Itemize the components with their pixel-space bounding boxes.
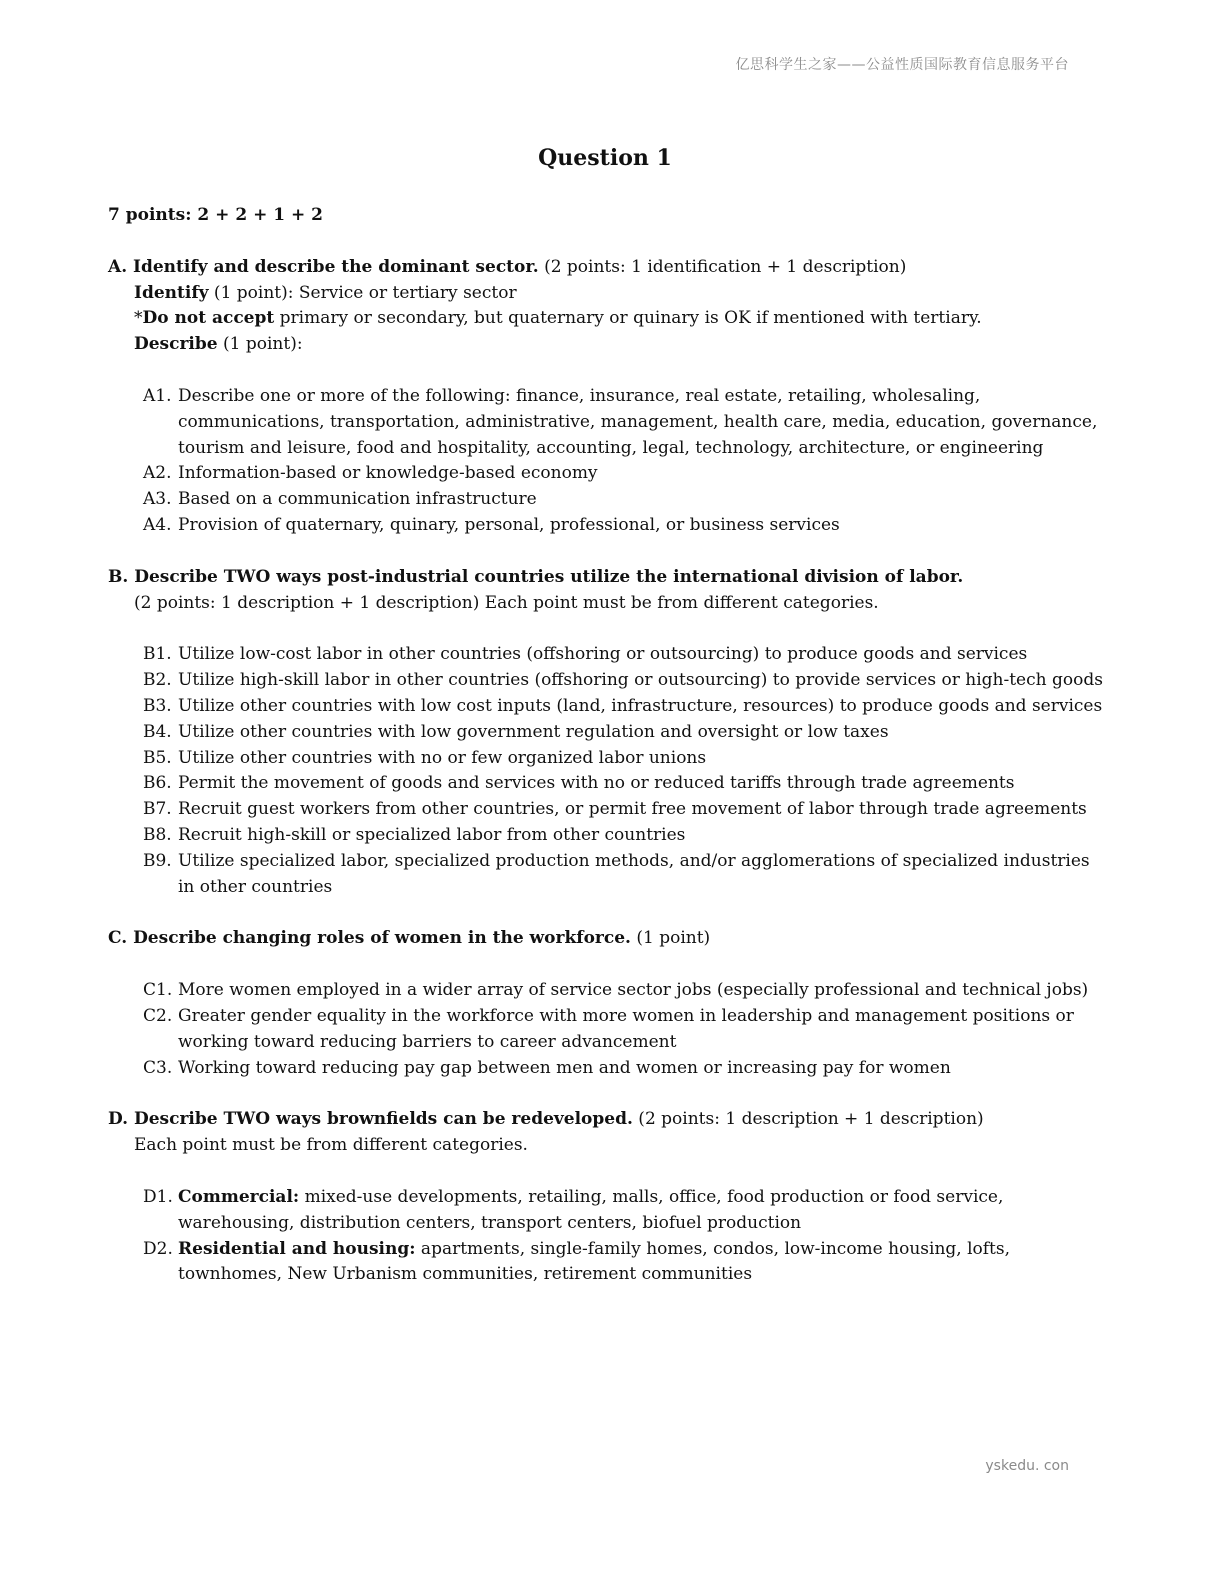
footer-watermark: yskedu. con bbox=[985, 1458, 1069, 1474]
list-item bbox=[108, 720, 1108, 746]
section-d-note: (2 points: 1 description + 1 description) bbox=[632, 1109, 984, 1130]
do-not-accept-label: Do not accept bbox=[142, 308, 275, 329]
identify-label: Identify bbox=[134, 282, 209, 303]
describe-text: (1 point): bbox=[217, 334, 303, 355]
list-item bbox=[108, 513, 1108, 539]
section-c-heading bbox=[108, 926, 1108, 952]
section-c-note: (1 point) bbox=[630, 928, 711, 949]
item-text: mixed-use developments, retailing, malls, office, food production or food service, warehousing, distribution centers, transport centers, biofuel production bbox=[178, 1186, 1004, 1233]
describe-label: Describe bbox=[134, 334, 218, 355]
item-marker: B3. bbox=[143, 695, 172, 716]
item-marker: C2. bbox=[143, 1005, 173, 1026]
list-item bbox=[108, 823, 1108, 849]
item-text: Recruit high-skill or specialized labor from other countries bbox=[178, 824, 686, 845]
list-item bbox=[108, 642, 1108, 668]
section-c bbox=[108, 926, 1108, 1081]
list-item bbox=[108, 1004, 1108, 1056]
describe-line bbox=[134, 332, 1108, 358]
section-b-list bbox=[108, 642, 1108, 900]
list-item bbox=[108, 384, 1108, 461]
list-item bbox=[108, 668, 1108, 694]
identify-text: (1 point): Service or tertiary sector bbox=[208, 282, 517, 303]
section-d-list bbox=[108, 1185, 1108, 1288]
page-title: Question 1 bbox=[538, 145, 672, 171]
item-text: Information-based or knowledge-based economy bbox=[178, 463, 598, 484]
item-marker: B5. bbox=[143, 747, 172, 768]
section-b-heading bbox=[108, 565, 1108, 591]
list-item bbox=[108, 746, 1108, 772]
section-b-subline: (2 points: 1 description + 1 description) Each point must be from different categories. bbox=[134, 592, 879, 613]
points-summary: 7 points: 2 + 2 + 1 + 2 bbox=[108, 205, 323, 225]
list-item bbox=[108, 694, 1108, 720]
item-marker: A3. bbox=[143, 489, 172, 510]
section-a-note: (2 points: 1 identification + 1 description) bbox=[538, 256, 907, 277]
section-a bbox=[108, 255, 1108, 539]
item-text: Greater gender equality in the workforce with more women in leadership and management positions or working toward reducing barriers to career advancement bbox=[178, 1005, 1074, 1052]
item-text: Utilize other countries with no or few organized labor unions bbox=[178, 747, 707, 768]
item-marker: B2. bbox=[143, 670, 172, 691]
item-marker: C3. bbox=[143, 1057, 173, 1078]
item-marker: A4. bbox=[143, 514, 172, 535]
item-text: More women employed in a wider array of service sector jobs (especially professional and technical jobs) bbox=[178, 980, 1089, 1001]
section-d bbox=[108, 1107, 1108, 1288]
item-marker: D1. bbox=[143, 1186, 173, 1207]
list-item bbox=[108, 797, 1108, 823]
item-marker: B1. bbox=[143, 644, 172, 665]
item-text: Provision of quaternary, quinary, personal, professional, or business services bbox=[178, 514, 840, 535]
section-b-title: B. Describe TWO ways post-industrial countries utilize the international division of labor. bbox=[108, 566, 964, 587]
section-d-heading bbox=[108, 1107, 1108, 1133]
header-watermark: 亿思科学生之家——公益性质国际教育信息服务平台 bbox=[735, 57, 1069, 73]
item-text: Recruit guest workers from other countries, or permit free movement of labor through trade agreements bbox=[178, 799, 1087, 820]
item-text: Permit the movement of goods and services with no or reduced tariffs through trade agreements bbox=[178, 773, 1015, 794]
item-text: Utilize high-skill labor in other countries (offshoring or outsourcing) to provide services or high-tech goods bbox=[178, 670, 1103, 691]
list-item bbox=[108, 849, 1108, 901]
item-marker: D2. bbox=[143, 1238, 173, 1259]
asterisk: * bbox=[134, 308, 143, 329]
list-item bbox=[108, 461, 1108, 487]
item-text: Utilize low-cost labor in other countries (offshoring or outsourcing) to produce goods and services bbox=[178, 644, 1028, 665]
item-marker: A2. bbox=[143, 463, 172, 484]
do-not-accept-line bbox=[134, 306, 1108, 332]
scoring-content bbox=[108, 203, 1108, 1314]
section-b bbox=[108, 565, 1108, 901]
item-marker: B6. bbox=[143, 773, 172, 794]
section-d-subline: Each point must be from different categories. bbox=[134, 1135, 528, 1156]
list-item bbox=[108, 771, 1108, 797]
item-label: Residential and housing: bbox=[178, 1238, 416, 1259]
item-text: Working toward reducing pay gap between men and women or increasing pay for women bbox=[178, 1057, 951, 1078]
item-text: Utilize specialized labor, specialized production methods, and/or agglomerations of specialized industries in other countries bbox=[178, 850, 1090, 897]
section-d-title: D. Describe TWO ways brownfields can be redeveloped. bbox=[108, 1109, 633, 1130]
item-marker: B8. bbox=[143, 824, 172, 845]
item-marker: B9. bbox=[143, 850, 172, 871]
section-a-list bbox=[108, 384, 1108, 539]
item-label: Commercial: bbox=[178, 1186, 300, 1207]
section-a-title: A. Identify and describe the dominant sector. bbox=[108, 256, 539, 277]
item-text: Utilize other countries with low government regulation and oversight or low taxes bbox=[178, 721, 889, 742]
do-not-accept-text: primary or secondary, but quaternary or quinary is OK if mentioned with tertiary. bbox=[274, 308, 982, 329]
list-item bbox=[108, 1056, 1108, 1082]
item-text: apartments, single-family homes, condos, low-income housing, lofts, townhomes, New Urbanism communities, retirement communities bbox=[178, 1238, 1010, 1285]
item-text: Utilize other countries with low cost inputs (land, infrastructure, resources) to produce goods and services bbox=[178, 695, 1103, 716]
section-c-title: C. Describe changing roles of women in the workforce. bbox=[108, 928, 631, 949]
item-marker: C1. bbox=[143, 980, 173, 1001]
section-a-heading bbox=[108, 255, 1108, 281]
item-marker: B4. bbox=[143, 721, 172, 742]
section-c-list bbox=[108, 978, 1108, 1081]
item-text: Based on a communication infrastructure bbox=[178, 489, 537, 510]
list-item bbox=[108, 1237, 1108, 1289]
list-item bbox=[108, 1185, 1108, 1237]
list-item bbox=[108, 487, 1108, 513]
item-marker: B7. bbox=[143, 799, 172, 820]
item-text: Describe one or more of the following: finance, insurance, real estate, retailing, wholesaling, communications, transportation, administrative, management, health care, media, education, governance, tourism and leisure, food and hospitality, accounting, legal, technology, architecture, or engineering bbox=[178, 385, 1098, 458]
list-item bbox=[108, 978, 1108, 1004]
item-marker: A1. bbox=[143, 385, 172, 406]
identify-line bbox=[134, 281, 1108, 307]
